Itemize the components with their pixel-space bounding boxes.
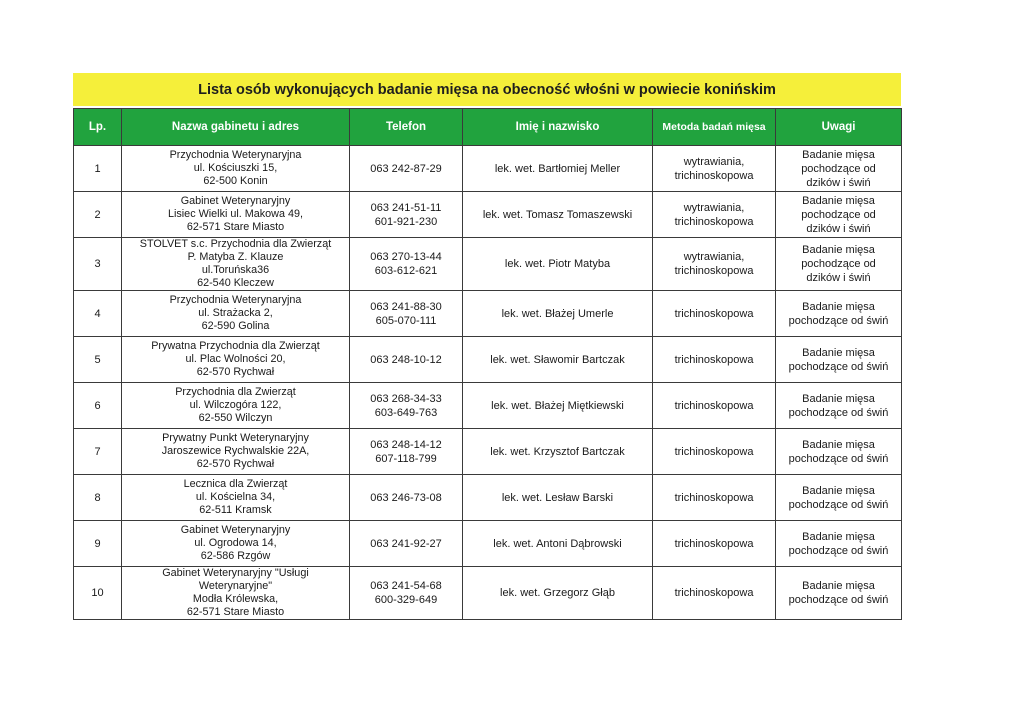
table-row [74,383,902,429]
cell-address: Przychodnia Weterynaryjna ul. Kościuszki 15, 62-500 Konin [122,146,350,192]
cell-notes: Badanie mięsa pochodzące od świń [776,475,902,521]
column-header-name: Imię i nazwisko [463,109,653,146]
cell-phone: 063 248-14-12 607-118-799 [350,429,463,475]
cell-phone: 063 241-54-68 600-329-649 [350,567,463,620]
cell-notes: Badanie mięsa pochodzące od świń [776,337,902,383]
cell-name: lek. wet. Błażej Miętkiewski [463,383,653,429]
cell-name: lek. wet. Krzysztof Bartczak [463,429,653,475]
cell-notes: Badanie mięsa pochodzące od świń [776,521,902,567]
cell-notes: Badanie mięsa pochodzące od dzików i świń [776,146,902,192]
cell-lp: 9 [74,521,122,567]
cell-name: lek. wet. Bartłomiej Meller [463,146,653,192]
cell-lp: 5 [74,337,122,383]
cell-name: lek. wet. Błażej Umerle [463,291,653,337]
table-row [74,192,902,238]
cell-notes: Badanie mięsa pochodzące od świń [776,291,902,337]
cell-phone: 063 241-51-11 601-921-230 [350,192,463,238]
cell-lp: 8 [74,475,122,521]
cell-address: STOLVET s.c. Przychodnia dla Zwierząt P. Matyba Z. Klauze ul.Toruńska36 62-540 Kleczew [122,238,350,291]
cell-method: wytrawiania, trichinoskopowa [653,238,776,291]
cell-notes: Badanie mięsa pochodzące od świń [776,383,902,429]
cell-name: lek. wet. Grzegorz Głąb [463,567,653,620]
cell-lp: 3 [74,238,122,291]
cell-method: trichinoskopowa [653,521,776,567]
cell-name: lek. wet. Piotr Matyba [463,238,653,291]
table-row [74,238,902,291]
table-row [74,146,902,192]
cell-phone: 063 270-13-44 603-612-621 [350,238,463,291]
cell-notes: Badanie mięsa pochodzące od świń [776,429,902,475]
cell-lp: 4 [74,291,122,337]
cell-address: Gabinet Weterynaryjny Lisiec Wielki ul. Makowa 49, 62-571 Stare Miasto [122,192,350,238]
table-row [74,475,902,521]
table-row [74,291,902,337]
cell-notes: Badanie mięsa pochodzące od świń [776,567,902,620]
cell-name: lek. wet. Lesław Barski [463,475,653,521]
cell-address: Przychodnia Weterynaryjna ul. Strażacka 2, 62-590 Golina [122,291,350,337]
table-header-row [74,109,902,146]
cell-method: trichinoskopowa [653,429,776,475]
cell-notes: Badanie mięsa pochodzące od dzików i świń [776,192,902,238]
cell-method: trichinoskopowa [653,291,776,337]
document-title: Lista osób wykonujących badanie mięsa na obecność włośni w powiecie konińskim [73,73,901,106]
column-header-notes: Uwagi [776,109,902,146]
cell-phone: 063 268-34-33 603-649-763 [350,383,463,429]
table-row [74,337,902,383]
table-row [74,567,902,620]
cell-address: Prywatna Przychodnia dla Zwierząt ul. Plac Wolności 20, 62-570 Rychwał [122,337,350,383]
table-row [74,429,902,475]
column-header-lp: Lp. [74,109,122,146]
cell-method: trichinoskopowa [653,337,776,383]
column-header-phone: Telefon [350,109,463,146]
cell-lp: 2 [74,192,122,238]
cell-method: wytrawiania, trichinoskopowa [653,146,776,192]
cell-method: trichinoskopowa [653,383,776,429]
cell-address: Gabinet Weterynaryjny "Usługi Weterynaryjne" Modła Królewska, 62-571 Stare Miasto [122,567,350,620]
cell-name: lek. wet. Antoni Dąbrowski [463,521,653,567]
cell-name: lek. wet. Tomasz Tomaszewski [463,192,653,238]
cell-phone: 063 241-88-30 605-070-111 [350,291,463,337]
cell-method: trichinoskopowa [653,567,776,620]
cell-address: Lecznica dla Zwierząt ul. Kościelna 34, 62-511 Kramsk [122,475,350,521]
column-header-method: Metoda badań mięsa [653,109,776,146]
cell-method: wytrawiania, trichinoskopowa [653,192,776,238]
table-row [74,521,902,567]
cell-notes: Badanie mięsa pochodzące od dzików i świń [776,238,902,291]
column-header-address: Nazwa gabinetu i adres [122,109,350,146]
cell-address: Gabinet Weterynaryjny ul. Ogrodowa 14, 62-586 Rzgów [122,521,350,567]
cell-phone: 063 242-87-29 [350,146,463,192]
cell-lp: 1 [74,146,122,192]
cell-phone: 063 248-10-12 [350,337,463,383]
cell-lp: 10 [74,567,122,620]
vet-list-table [73,108,902,620]
cell-address: Prywatny Punkt Weterynaryjny Jaroszewice Rychwalskie 22A, 62-570 Rychwał [122,429,350,475]
cell-address: Przychodnia dla Zwierząt ul. Wilczogóra 122, 62-550 Wilczyn [122,383,350,429]
cell-method: trichinoskopowa [653,475,776,521]
cell-name: lek. wet. Sławomir Bartczak [463,337,653,383]
cell-phone: 063 246-73-08 [350,475,463,521]
cell-lp: 6 [74,383,122,429]
cell-lp: 7 [74,429,122,475]
cell-phone: 063 241-92-27 [350,521,463,567]
